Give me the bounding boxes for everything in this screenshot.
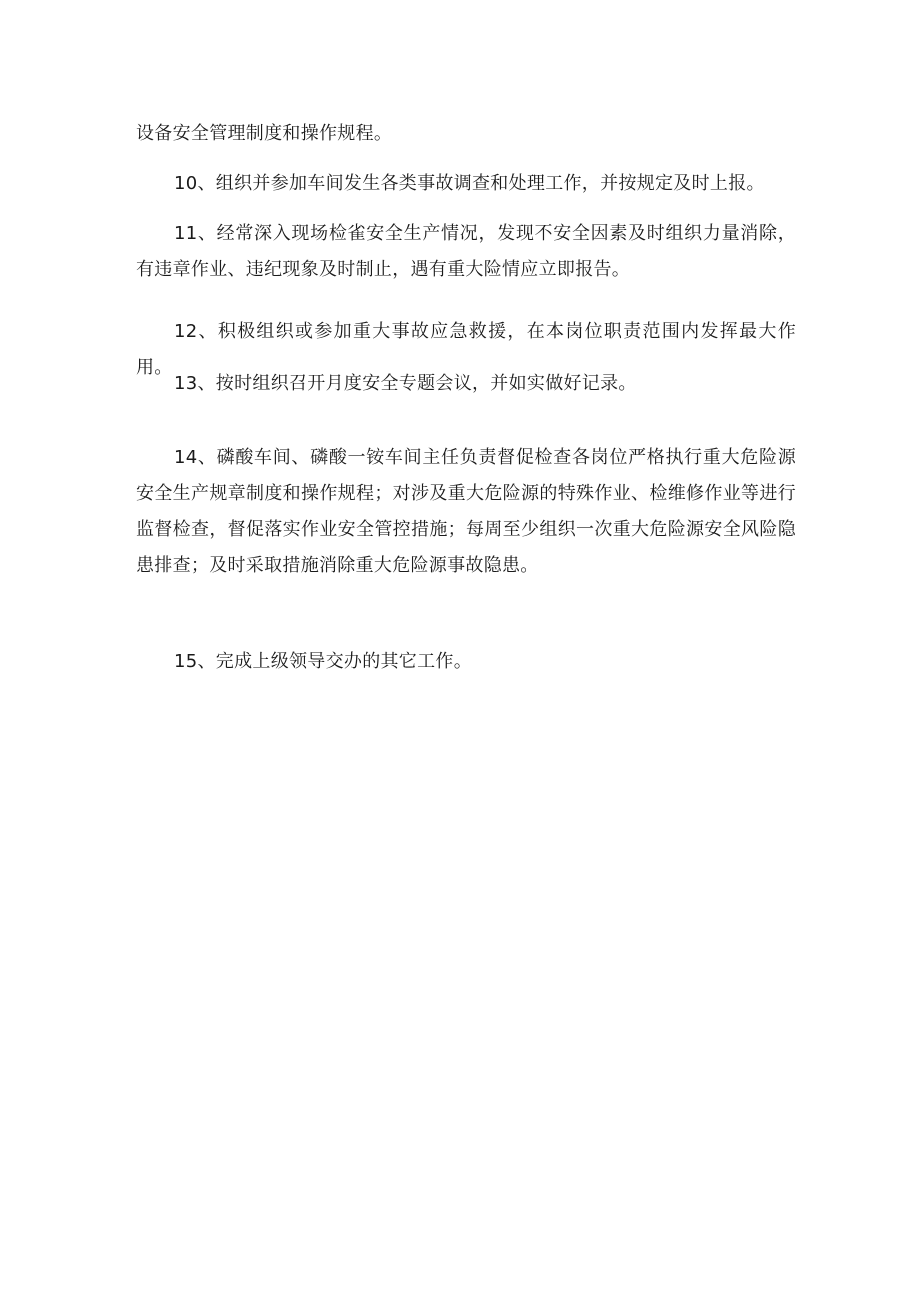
paragraph-continuation: 设备安全管理制度和操作规程。 (136, 123, 393, 144)
paragraph-item-12: 12、积极组织或参加重大事故应急救援，在本岗位职责范围内发挥最大作用。 (136, 321, 796, 378)
paragraph-item-10: 10、组织并参加车间发生各类事故调查和处理工作，并按规定及时上报。 (174, 173, 765, 194)
paragraph-item-15: 15、完成上级领导交办的其它工作。 (174, 651, 473, 672)
paragraph-item-14: 14、磷酸车间、磷酸一铵车间主任负责督促检查各岗位严格执行重大危险源安全生产规章制度和操作规程；对涉及重大危险源的特殊作业、检维修作业等进行监督检查，督促落实作业安全管控措施；每周至少组织一次重大危险源安全风险隐患排查；及时采取措施消除重大危险源事故隐患。 (136, 447, 796, 576)
paragraph-item-11: 11、经常深入现场检雀安全生产情况，发现不安全因素及时组织力量消除，有违章作业、违纪现象及时制止，遇有重大险情应立即报告。 (136, 223, 796, 280)
paragraph-item-13: 13、按时组织召开月度安全专题会议，并如实做好记录。 (174, 373, 637, 394)
